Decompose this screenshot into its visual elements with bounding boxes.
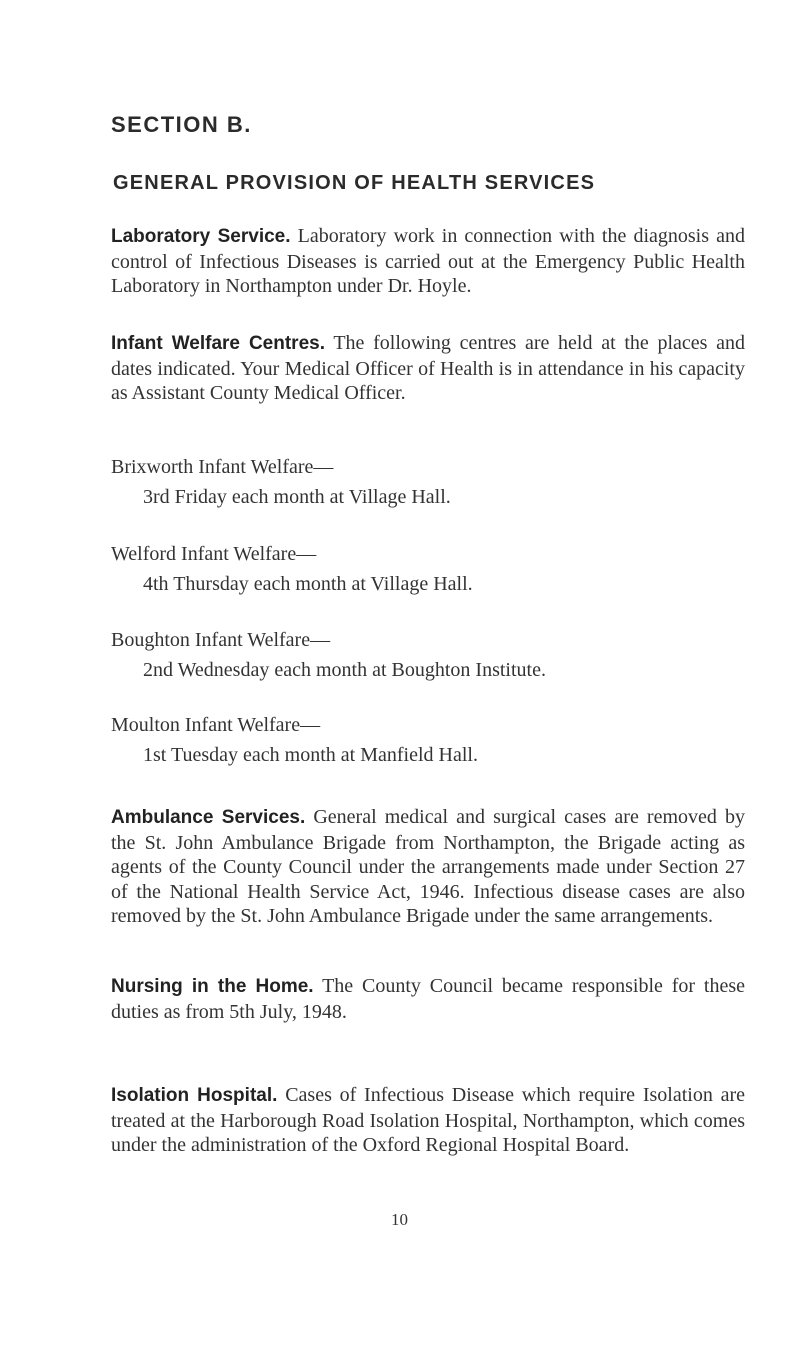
page-number: 10 [391, 1210, 408, 1229]
isolation-heading: Isolation Hospital. [111, 1085, 278, 1106]
ambulance-heading: Ambulance Services. [111, 807, 306, 828]
nursing-heading: Nursing in the Home. [111, 976, 314, 997]
centre-entry [111, 539, 751, 599]
nursing-text: The County Council became responsible for these duties as from 5th July, 1948. [111, 975, 745, 1023]
laboratory-paragraph [111, 224, 745, 299]
section-label: SECTION B. [111, 112, 252, 137]
laboratory-heading: Laboratory Service. [111, 226, 291, 247]
infant-welfare-text: The following centres are held at the places and dates indicated. Your Medical Officer of Health is in attendance in his capacity as Assistant County Medical Officer. [111, 332, 746, 404]
centre-schedule: 2nd Wednesday each month at Boughton Institute. [143, 659, 546, 681]
nursing-paragraph [111, 974, 745, 1024]
document-title: GENERAL PROVISION OF HEALTH SERVICES [113, 172, 596, 194]
centre-schedule: 1st Tuesday each month at Manfield Hall. [143, 744, 478, 766]
centre-name: Brixworth Infant Welfare— [111, 456, 334, 478]
centre-schedule: 3rd Friday each month at Village Hall. [143, 486, 451, 508]
infant-welfare-paragraph [111, 331, 745, 406]
centre-entry [111, 625, 751, 685]
centre-entry [111, 710, 751, 770]
centre-entry [111, 452, 751, 512]
centre-schedule: 4th Thursday each month at Village Hall. [143, 573, 473, 595]
ambulance-paragraph [111, 805, 745, 929]
isolation-text: Cases of Infectious Disease which require Isolation are treated at the Harborough Road Isolation Hospital, Northampton, which comes under the administration of the Oxford Regional Hospital Board. [111, 1084, 746, 1156]
ambulance-text: General medical and surgical cases are removed by the St. John Ambulance Brigade from Northampton, the Brigade acting as agents of the County Council under the arrangements made under Section 27 of the National Health Service Act, 1946. Infectious disease cases are also removed by the St. John Ambulance Brigade under the same arrangements. [111, 806, 745, 927]
laboratory-text: Laboratory work in connection with the diagnosis and control of Infectious Diseases is carried out at the Emergency Public Health Laboratory in Northampton under Dr. Hoyle. [111, 225, 745, 297]
isolation-paragraph [111, 1083, 745, 1158]
centre-name: Boughton Infant Welfare— [111, 629, 331, 651]
centre-name: Moulton Infant Welfare— [111, 714, 321, 736]
infant-welfare-heading: Infant Welfare Centres. [111, 333, 325, 354]
centre-name: Welford Infant Welfare— [111, 543, 317, 565]
